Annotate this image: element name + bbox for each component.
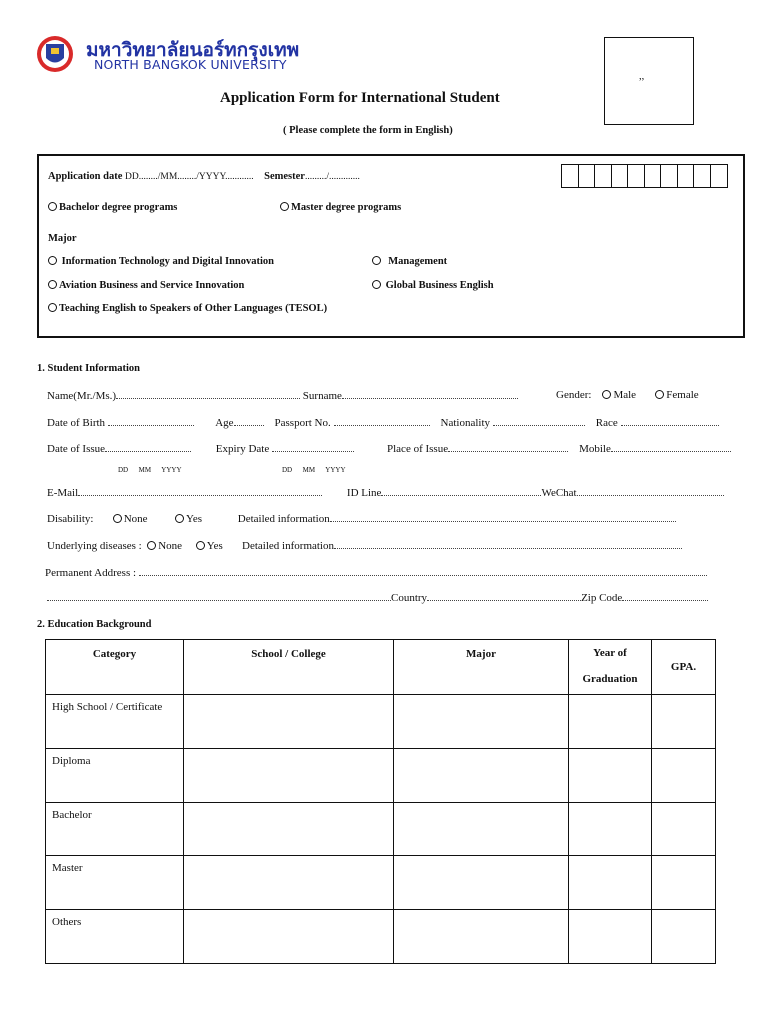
surname-field[interactable] xyxy=(342,389,518,399)
university-logo xyxy=(33,34,77,74)
school-cell[interactable] xyxy=(184,856,394,910)
major-aviation-radio[interactable] xyxy=(48,280,57,289)
school-cell[interactable] xyxy=(184,749,394,803)
address-label: Permanent Address : xyxy=(45,567,137,579)
row-category xyxy=(46,856,184,910)
row-category xyxy=(46,910,184,964)
country-field[interactable] xyxy=(427,591,581,601)
header-year-line2: Graduation xyxy=(582,673,638,685)
disability-label: Disability: xyxy=(47,513,94,525)
expiry-format-hint: DD MM YYYY xyxy=(282,466,346,474)
disability-yes-label: Yes xyxy=(186,513,203,525)
disability-detail-field[interactable] xyxy=(330,512,676,522)
gpa-cell[interactable] xyxy=(652,803,716,856)
university-name-thai: มหาวิทยาลัยนอร์ทกรุงเทพ xyxy=(86,39,300,61)
disability-yes-radio[interactable] xyxy=(175,514,184,523)
country-row xyxy=(47,591,708,604)
male-radio[interactable] xyxy=(602,390,611,399)
bachelor-label: Bachelor degree programs xyxy=(59,202,178,213)
table-row xyxy=(46,910,716,964)
gender-row xyxy=(556,389,699,401)
dob-label: Date of Birth xyxy=(47,417,106,429)
dob-row xyxy=(47,416,719,429)
mobile-label: Mobile xyxy=(579,443,611,455)
gender-label: Gender: xyxy=(556,389,592,401)
gpa-cell[interactable] xyxy=(652,910,716,964)
year-cell[interactable] xyxy=(569,695,652,749)
major-option-management[interactable] xyxy=(372,256,447,267)
female-label: Female xyxy=(666,389,699,401)
university-name-english: NORTH BANGKOK UNIVERSITY xyxy=(94,57,287,72)
surname-label: Surname xyxy=(302,390,342,402)
doi-label: Date of Issue xyxy=(47,443,106,455)
header-major: Major xyxy=(394,640,569,695)
major-gbe-label: Global Business English xyxy=(385,280,494,291)
underlying-detail-field[interactable] xyxy=(334,539,682,549)
name-label: Name(Mr./Ms.) xyxy=(47,390,117,402)
semester-label: Semester xyxy=(264,171,305,182)
address-line2-field[interactable] xyxy=(47,591,391,601)
name-row xyxy=(47,389,518,402)
form-title: Application Form for International Student xyxy=(220,90,500,106)
disability-none-label: None xyxy=(123,513,148,525)
nationality-field[interactable] xyxy=(493,416,585,426)
email-label: E-Mail xyxy=(47,487,79,499)
education-header-row xyxy=(46,640,716,695)
header-category: Category xyxy=(46,640,184,695)
major-management-label: Management xyxy=(388,256,448,267)
dob-field[interactable] xyxy=(108,416,194,426)
row-category-label: High School / Certificate xyxy=(52,701,163,713)
disability-row xyxy=(47,512,676,525)
underlying-label: Underlying diseases : xyxy=(47,540,142,552)
header-school: School / College xyxy=(184,640,394,695)
place-label: Place of Issue xyxy=(387,443,449,455)
major-cell[interactable] xyxy=(394,749,569,803)
row-category-label: Others xyxy=(52,916,82,928)
address-row xyxy=(45,566,707,579)
underlying-yes-label: Yes xyxy=(206,540,223,552)
underlying-none-label: None xyxy=(158,540,183,552)
row-category-label: Diploma xyxy=(52,755,91,767)
major-tesol-label: Teaching English to Speakers of Other Languages (TESOL) xyxy=(59,303,328,314)
email-field[interactable] xyxy=(78,486,322,496)
row-category-label: Bachelor xyxy=(52,809,92,821)
major-it-label: Information Technology and Digital Innovation xyxy=(61,256,275,267)
table-row xyxy=(46,856,716,910)
zip-label: Zip Code xyxy=(581,592,623,604)
idline-field[interactable] xyxy=(381,486,541,496)
master-option[interactable] xyxy=(280,202,401,213)
issue-row xyxy=(47,442,731,455)
gpa-cell[interactable] xyxy=(652,749,716,803)
age-label: Age xyxy=(215,417,234,429)
master-radio[interactable] xyxy=(280,202,289,211)
dob-format-hint: DD MM YYYY xyxy=(118,466,182,474)
form-subtitle: ( Please complete the form in English) xyxy=(283,125,453,136)
master-label: Master degree programs xyxy=(291,202,402,213)
passport-label: Passport No. xyxy=(274,417,331,429)
photo-box[interactable] xyxy=(604,37,694,125)
gpa-cell[interactable] xyxy=(652,695,716,749)
year-cell[interactable] xyxy=(569,749,652,803)
major-aviation-label: Aviation Business and Service Innovation xyxy=(59,280,245,291)
address-field[interactable] xyxy=(139,566,707,576)
passport-field[interactable] xyxy=(334,416,430,426)
major-tesol-radio[interactable] xyxy=(48,303,57,312)
email-row xyxy=(47,486,724,499)
expiry-field[interactable] xyxy=(272,442,354,452)
major-label: Major xyxy=(48,233,77,244)
table-row xyxy=(46,803,716,856)
row-category xyxy=(46,695,184,749)
idline-label: ID Line xyxy=(346,487,382,499)
row-category xyxy=(46,749,184,803)
disability-none-radio[interactable] xyxy=(113,514,122,523)
row-category-label: Master xyxy=(52,862,83,874)
table-row xyxy=(46,695,716,749)
bachelor-option[interactable] xyxy=(48,202,177,213)
application-date-field[interactable]: DD......../MM......../YYYY............ xyxy=(125,172,254,182)
name-field[interactable] xyxy=(116,389,300,399)
underlying-yes-radio[interactable] xyxy=(196,541,205,550)
year-cell[interactable] xyxy=(569,803,652,856)
wechat-label: WeChat xyxy=(541,487,577,499)
major-cell[interactable] xyxy=(394,856,569,910)
school-cell[interactable] xyxy=(184,803,394,856)
zip-field[interactable] xyxy=(622,591,708,601)
year-cell[interactable] xyxy=(569,910,652,964)
school-cell[interactable] xyxy=(184,910,394,964)
bachelor-radio[interactable] xyxy=(48,202,57,211)
major-option-aviation[interactable] xyxy=(48,280,244,291)
id-number-boxes[interactable] xyxy=(561,164,728,188)
country-label: Country xyxy=(391,592,428,604)
education-section-title: 2. Education Background xyxy=(37,619,152,630)
expiry-label: Expiry Date xyxy=(215,443,270,455)
application-date-label: Application date xyxy=(48,171,123,182)
disability-detail-label: Detailed information xyxy=(237,513,330,525)
education-table xyxy=(45,639,716,964)
row-category xyxy=(46,803,184,856)
header-year-line1: Year of xyxy=(593,647,627,659)
year-cell[interactable] xyxy=(569,856,652,910)
age-field[interactable] xyxy=(234,416,264,426)
major-gbe-radio[interactable] xyxy=(372,280,381,289)
nationality-label: Nationality xyxy=(440,417,491,429)
major-it-radio[interactable] xyxy=(48,256,57,265)
race-field[interactable] xyxy=(621,416,719,426)
student-section-title: 1. Student Information xyxy=(37,363,140,374)
header-gpa: GPA. xyxy=(652,640,716,695)
mobile-field[interactable] xyxy=(611,442,731,452)
male-label: Male xyxy=(613,389,637,401)
underlying-none-radio[interactable] xyxy=(147,541,156,550)
doi-field[interactable] xyxy=(105,442,191,452)
photo-box-mark: ,, xyxy=(639,71,645,82)
major-cell[interactable] xyxy=(394,695,569,749)
major-management-radio[interactable] xyxy=(372,256,381,265)
major-option-gbe[interactable] xyxy=(372,280,494,291)
race-label: Race xyxy=(595,417,618,429)
wechat-field[interactable] xyxy=(577,486,724,496)
table-row xyxy=(46,749,716,803)
school-cell[interactable] xyxy=(184,695,394,749)
semester-field[interactable]: ........./............. xyxy=(304,172,360,182)
gpa-cell[interactable] xyxy=(652,856,716,910)
application-date-row xyxy=(48,171,360,182)
place-field[interactable] xyxy=(448,442,568,452)
underlying-row xyxy=(47,539,682,552)
major-cell[interactable] xyxy=(394,803,569,856)
major-option-tesol[interactable] xyxy=(48,303,327,314)
major-cell[interactable] xyxy=(394,910,569,964)
major-option-it[interactable] xyxy=(48,256,274,267)
header-year xyxy=(569,640,652,695)
female-radio[interactable] xyxy=(655,390,664,399)
underlying-detail-label: Detailed information xyxy=(242,540,334,552)
